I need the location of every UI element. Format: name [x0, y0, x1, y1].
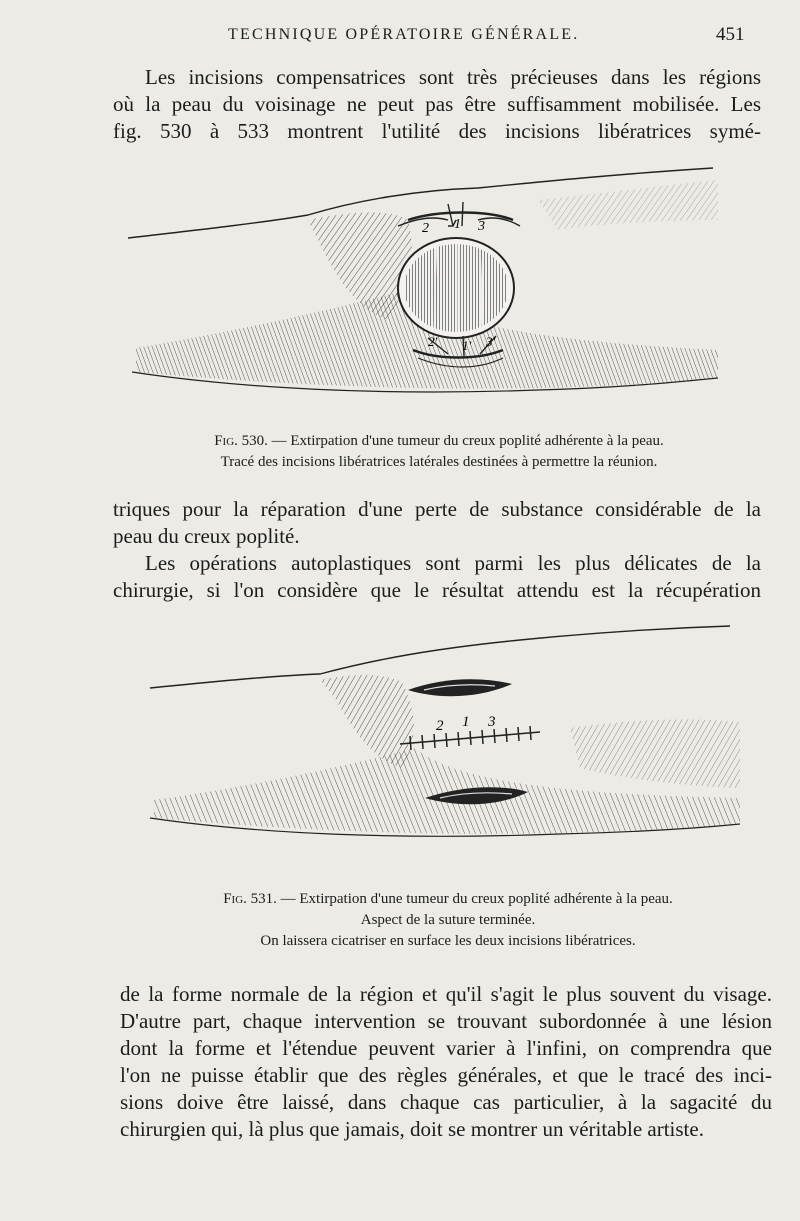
text-line: l'on ne puisse établir que des règles générales, et que le tracé des inci- [120, 1063, 772, 1087]
text-line: Les incisions compensatrices sont très précieuses dans les régions [145, 65, 761, 89]
figure-530-illustration [118, 160, 728, 420]
running-header [0, 26, 800, 50]
text-line: triques pour la réparation d'une perte de substance considérable de la [113, 497, 761, 521]
paragraph-incisions-compensatrices [113, 64, 761, 145]
figure-label: Fig. 530. [214, 433, 268, 449]
text-line: de la forme normale de la région et qu'il s'agit le plus souvent du visage. [120, 982, 772, 1006]
label-1: 1 [462, 714, 470, 730]
paragraph-forme-normale [120, 981, 772, 1143]
label-1: 1 [454, 217, 461, 232]
text-line: où la peau du voisinage ne peut pas être suffisamment mobilisée. Les [113, 92, 761, 116]
text-line: fig. 530 à 533 montrent l'utilité des incisions libératrices symé- [113, 119, 761, 143]
paragraph-operations-autoplastiques [113, 550, 761, 604]
text-line: chirurgie, si l'on considère que le résultat attendu est la récupération [113, 578, 761, 602]
running-title: TECHNIQUE OPÉRATOIRE GÉNÉRALE. [228, 26, 580, 43]
figure-label: Fig. 531. [223, 891, 277, 907]
caption-line: Aspect de la suture terminée. [360, 912, 536, 928]
label-3-prime: 3' [486, 334, 496, 349]
figure-531-illustration [140, 618, 740, 878]
label-3: 3 [478, 219, 485, 234]
label-2: 2 [422, 221, 429, 236]
label-2-prime: 2' [428, 334, 438, 349]
figure-530-caption [174, 431, 704, 473]
caption-text: — Extirpation d'une tumeur du creux poplité adhérente à la peau. [271, 433, 664, 449]
text-line: Les opérations autoplastiques sont parmi les plus délicates de la [145, 551, 761, 575]
text-line: dont la forme et l'étendue peuvent varier à l'infini, on comprendra que [120, 1036, 772, 1060]
page-number: 451 [716, 24, 745, 45]
caption-line [174, 431, 704, 452]
text-line: D'autre part, chaque intervention se trouvant subordonnée à une lésion [120, 1009, 772, 1033]
caption-line [168, 889, 728, 910]
text-line: peau du creux poplité. [113, 524, 300, 548]
figure-531-caption [168, 889, 728, 952]
caption-line: On laissera cicatriser en surface les deux incisions libératrices. [260, 933, 636, 949]
text-line: chirurgien qui, là plus que jamais, doit se montrer un véritable artiste. [120, 1117, 704, 1141]
caption-text: — Extirpation d'une tumeur du creux poplité adhérente à la peau. [280, 891, 673, 907]
paragraph-triques [113, 496, 761, 550]
label-3: 3 [488, 714, 496, 730]
label-1-prime: 1' [462, 338, 472, 353]
text-line: sions doive être laissé, dans chaque cas particulier, à la sagacité du [120, 1090, 772, 1114]
label-2: 2 [436, 718, 444, 734]
caption-line: Tracé des incisions libératrices latérales destinées à permettre la réunion. [220, 454, 658, 470]
